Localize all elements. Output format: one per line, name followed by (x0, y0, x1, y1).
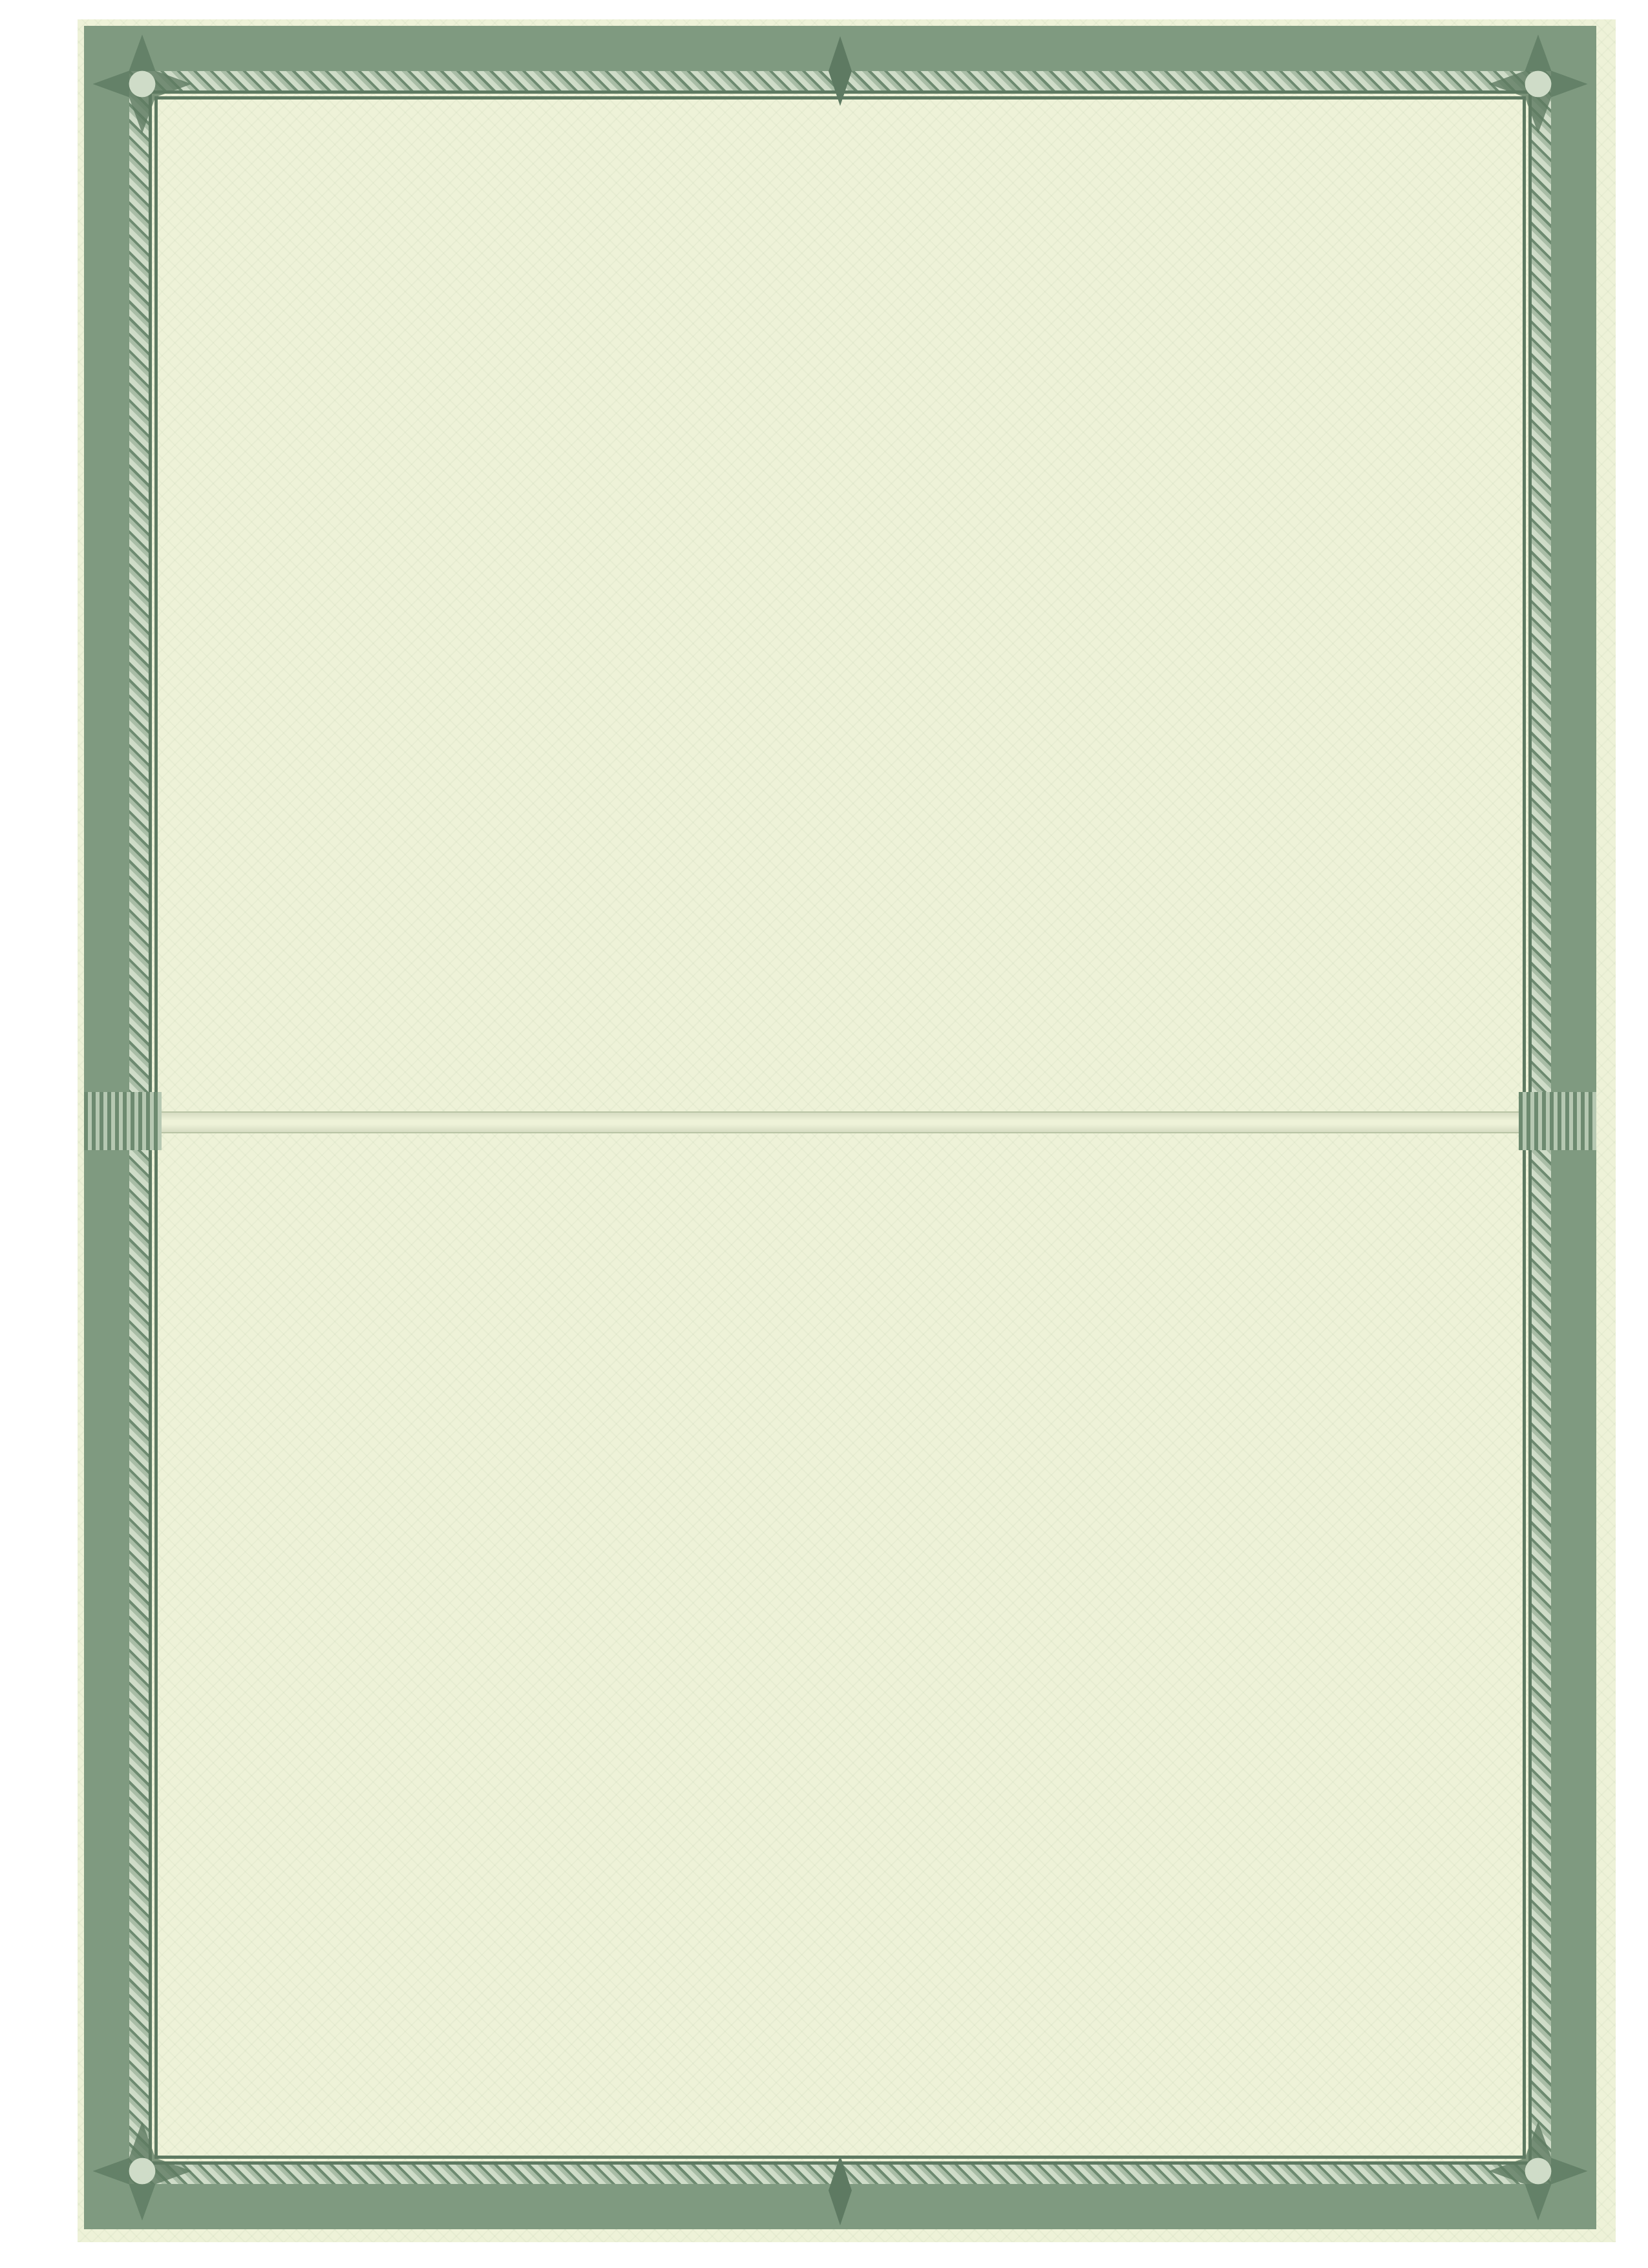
edge-ornament-icon (801, 2152, 879, 2229)
corner-ornament-icon (1483, 2116, 1593, 2226)
certificate-content (1583, 26, 1648, 2223)
corner-ornament-icon (87, 29, 197, 139)
corner-ornament-icon (1483, 29, 1593, 139)
corner-ornament-icon (87, 2116, 197, 2226)
page-fold (149, 1111, 1532, 1133)
fold-mark-left (84, 1092, 162, 1150)
edge-ornament-icon (801, 32, 879, 110)
